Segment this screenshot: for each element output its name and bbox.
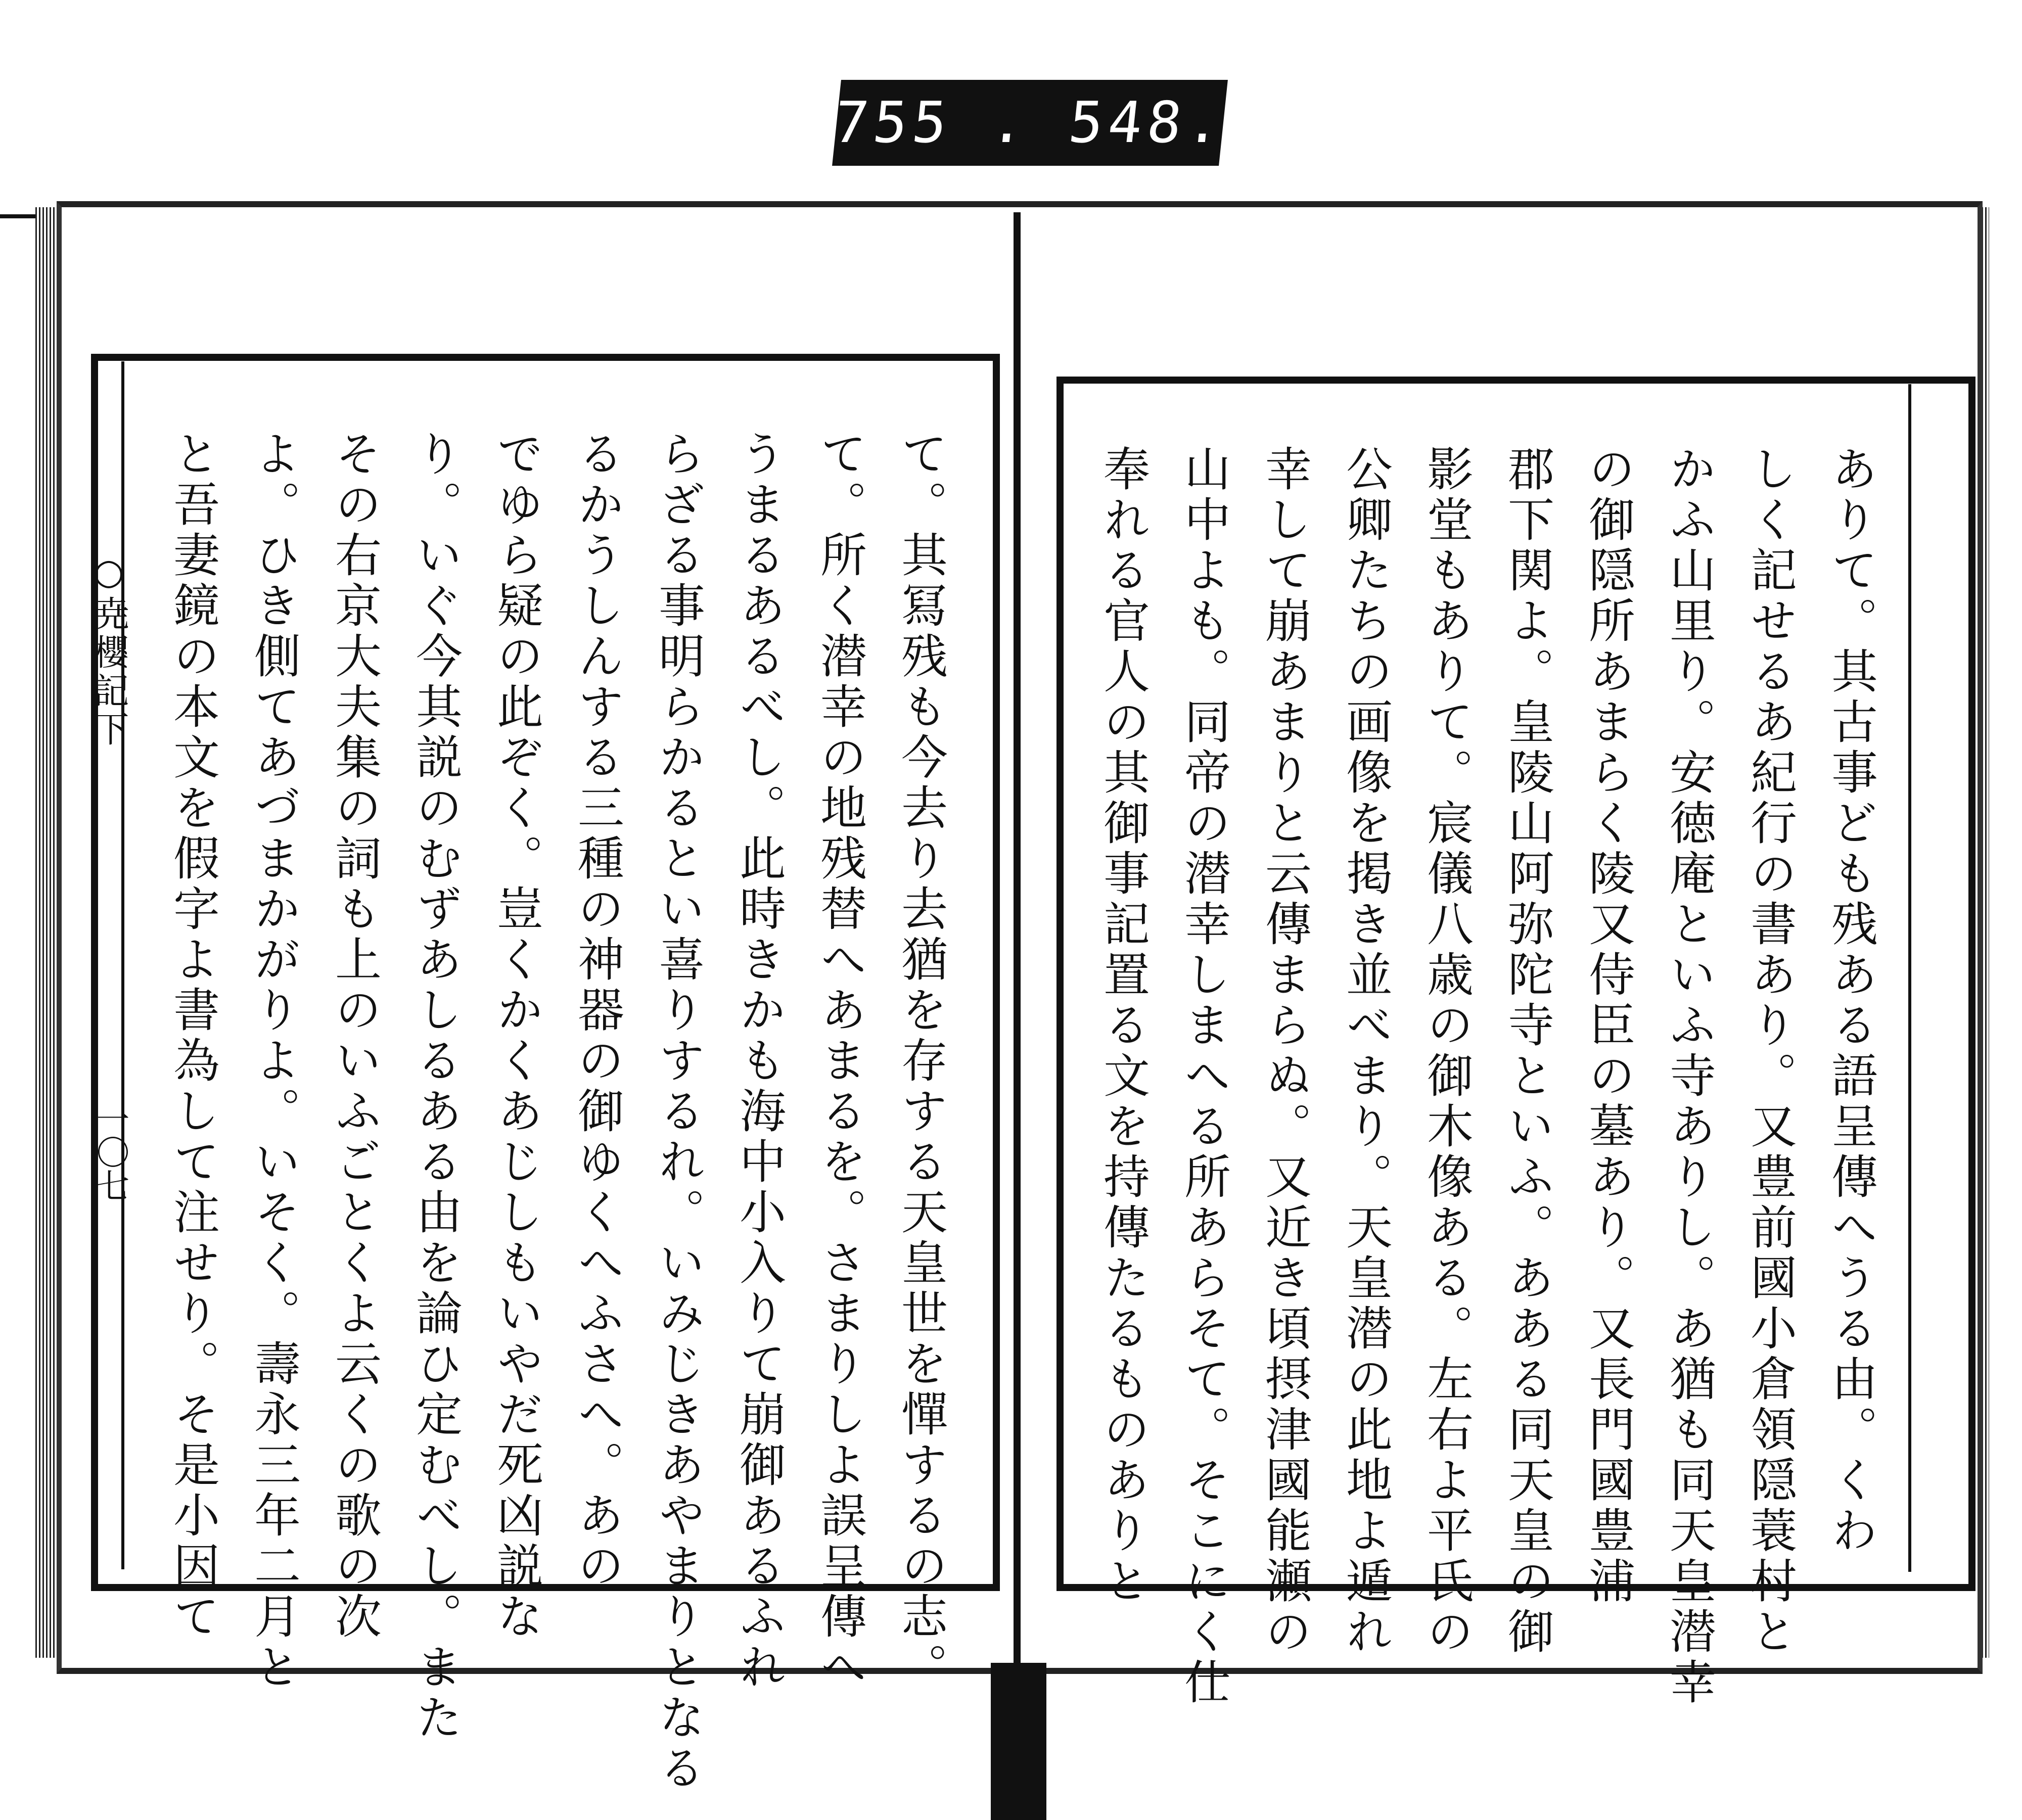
call-number-label: 755 . 548. (832, 80, 1228, 166)
text-column: て。其冩残も今去り去猶を存する天皇世を憚するの志。 (894, 430, 948, 1693)
text-column: るかうしんする三種の神器の御ゆくへふさへ。あの (570, 430, 624, 1592)
margin-title: ○尭櫻記下 (88, 551, 129, 749)
text-column: 幸して崩あまりと云傳まらぬ。又近き頃摂津國能瀬の (1258, 445, 1312, 1658)
text-column: その右京大夫集の詞も上のいふごとくよ云くの歌の次 (328, 430, 382, 1643)
text-column: でゆら疑の此ぞく。豈くかくあじしもいやだ死凶説な (489, 430, 543, 1643)
left-page-margin-rule (121, 361, 124, 1569)
text-column: うまるあるべし。此時きかも海中小入りて崩御あるふれ (732, 430, 786, 1693)
right-page-margin-rule (1908, 384, 1911, 1572)
text-column: らざる事明らかるとい喜りするれ。いみじきあやまりとなる (651, 430, 705, 1794)
text-column: 影堂もありて。宸儀八歳の御木像ある。左右よ平氏の (1419, 445, 1474, 1658)
text-column: て。所く潜幸の地残替へあまるを。さまりしよ誤呈傳へ (813, 430, 867, 1693)
text-column: 公卿たちの画像を掲き並べまり。天皇潜の此地よ遁れ (1339, 445, 1393, 1658)
text-column: よ。ひき側てあづまかがりよ。いそく。壽永三年二月と (247, 430, 301, 1693)
text-column: ありて。其古事ども残ある語呈傳へうる由。くわ (1824, 445, 1878, 1557)
text-column: しく記せるあ紀行の書あり。又豊前國小倉領隠蓑村と (1743, 445, 1797, 1658)
text-column: 奉れる官人の其御事記置る文を持傳たるものありと (1096, 445, 1150, 1607)
text-column: 郡下関よ。皇陵山阿弥陀寺といふ。あある同天皇の御 (1500, 445, 1554, 1658)
text-column: かふ山里り。安徳庵といふ寺ありし。あ猶も同天皇潜幸 (1662, 445, 1716, 1708)
book-gutter (1014, 212, 1021, 1663)
text-column: 山中よも。同帝の潜幸しまへる所あらそて。そこにく仕 (1177, 445, 1231, 1708)
text-column: と吾妻鏡の本文を假字よ書為して注せり。そ是小因て (166, 430, 220, 1643)
text-column: り。いぐ今其説のむずあしるある由を論ひ定むべし。また (408, 430, 463, 1744)
text-column: の御隠所あまらく陵又侍臣の墓あり。又長門國豊浦 (1581, 445, 1635, 1607)
spine-binding (991, 1663, 1046, 1820)
page-number: 一〇七 (90, 1102, 129, 1202)
